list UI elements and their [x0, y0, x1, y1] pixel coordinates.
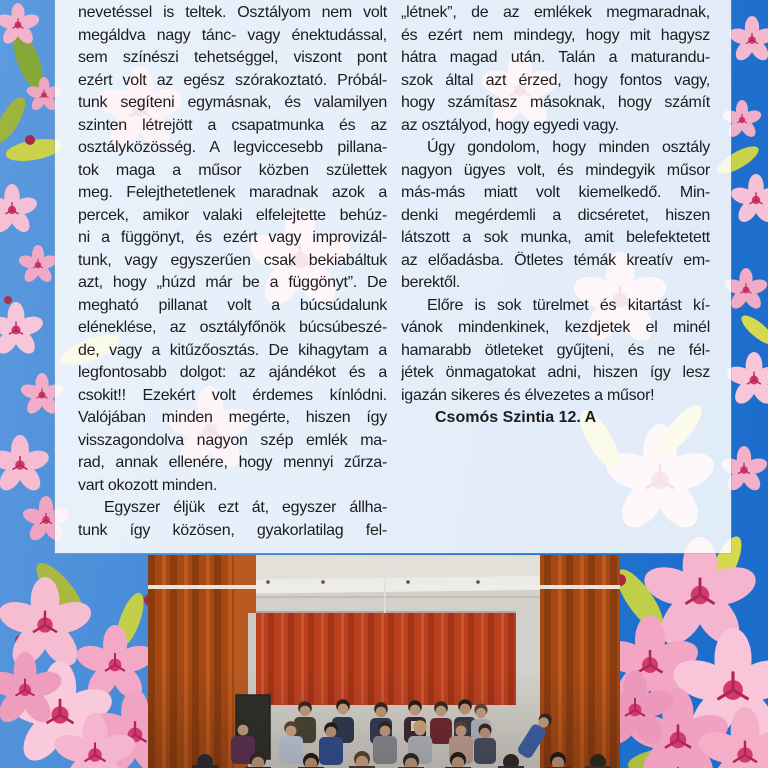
text-line: az előadásba. Ötletes témák kreatív em-	[401, 251, 710, 269]
text-line: hamarabb ötleteket gyűjteni, és ne fél-	[401, 341, 710, 359]
text-line: igazán sikeres és élvezetes a műsor!	[401, 386, 655, 404]
text-line: nevetéssel is teltek. Osztályom nem volt	[78, 4, 387, 21]
text-line: és ezért nem mindegy, hogy mit hagysz	[401, 26, 710, 44]
text-line: hátra magad után. Talán a maturandu-	[401, 49, 710, 66]
text-line: legfontosabb dolgot: az ajándékot és a	[78, 364, 387, 381]
text-line: visszagondolva nagyon szép emlék ma-	[78, 431, 387, 449]
text-line: percek, amikor valaki elfelejtette behúz-	[78, 206, 387, 224]
text-line: „létnek”, de az emlékek megmaradnak,	[401, 4, 710, 21]
text-line: vart okozott minden.	[78, 476, 218, 494]
text-line: Egyszer éljük ezt át, egyszer állha-	[104, 499, 387, 516]
text-line: más-más miatt volt kiemelkedő. Min-	[401, 184, 710, 201]
text-line: csokit!! Ezekért volt érdemes kínlódni.	[78, 386, 387, 404]
text-line: de, vagy a kitűzőosztás. De kihagytam a	[78, 341, 387, 359]
text-line: megáldva nagy tánc- vagy énektudással,	[78, 26, 387, 44]
text-line: rad, annak ellenére, hogy mennyi zűrza-	[78, 454, 387, 471]
text-line: jétek önmagatokat adni, hiszen így lesz	[401, 364, 710, 381]
text-line: tok maga a műsor közben születtek	[78, 161, 387, 179]
text-line: látszott a sok munka, amit belefektetett	[401, 229, 710, 246]
text-line: tunk így közösen, gyakorlatilag fel-	[78, 521, 387, 539]
text-line: azt, hogy „húzd már be a függönyt”. De	[78, 274, 387, 291]
article-panel	[55, 0, 731, 553]
text-line: nagyon ügyes volt, és mindegyik műsor	[401, 161, 710, 179]
text-line: osztályközösség. A legviccesebb pillana-	[78, 139, 387, 156]
text-line: vánok mindenkinek, kezdjetek el minél	[401, 319, 710, 336]
text-column-right	[401, 2, 710, 542]
text-line: tunk, vagy egyszerűen csak bekiabáltuk	[78, 251, 387, 269]
text-line: berektől.	[401, 274, 461, 291]
text-line: Valójában minden megérte, hiszen így	[78, 409, 387, 426]
text-line: meg. Felejthetetlenek maradnak azok a	[78, 184, 387, 201]
text-line: eléneklése, az osztályfőnök búcsúbeszé-	[78, 319, 387, 336]
text-line: Előre is sok türelmet és kitartást kí-	[427, 296, 710, 314]
text-column-left	[78, 2, 387, 542]
text-line: tunk segíteni egymásnak, és valamilyen	[78, 94, 387, 111]
text-line: denki megérdemli a dicséretet, hiszen	[401, 206, 710, 224]
class-photo	[148, 555, 620, 768]
text-line: az osztályod, hogy egyedi vagy.	[401, 116, 619, 134]
text-line: sem színészi tehetséggel, viszont pont	[78, 49, 387, 66]
text-line: ezért volt az egész szórakoztató. Próbál-	[78, 71, 387, 89]
text-line: megható pillanat volt a búcsúdalunk	[78, 296, 387, 314]
text-line: ni a függönyt, és ezért vagy improvizál-	[78, 229, 387, 246]
text-line: Úgy gondolom, hogy minden osztály	[427, 139, 710, 156]
byline: Csomós Szintia 12. A	[435, 409, 597, 426]
text-line: szok által azt érzed, hogy fontos vagy,	[401, 71, 710, 89]
article-columns	[78, 2, 710, 542]
text-line: szinten létrejött a csapatmunka és az	[78, 116, 387, 134]
text-line: hogy számítasz másoknak, hogy számít	[401, 94, 710, 111]
